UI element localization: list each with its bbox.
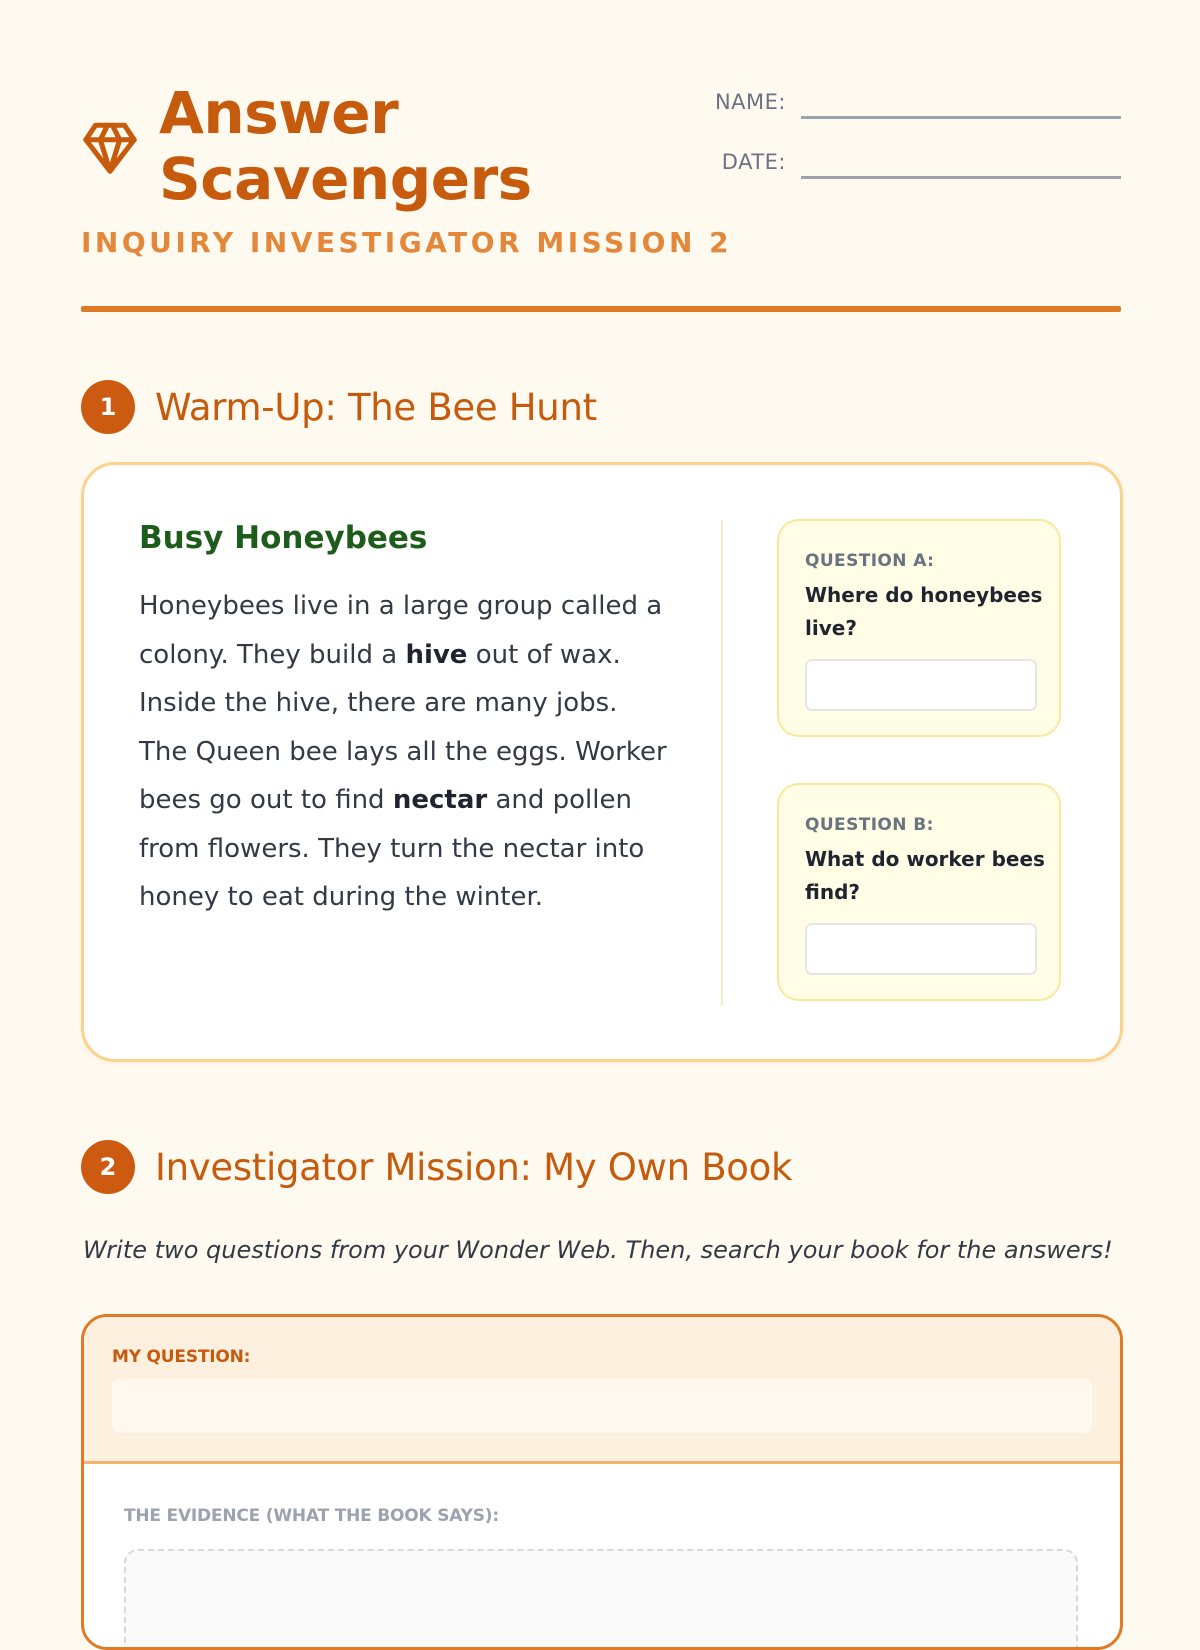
my-question-input[interactable] [112, 1379, 1092, 1433]
my-question-label: MY QUESTION: [112, 1347, 251, 1367]
passage-segment: out of wax. Inside the hive, there are many jobs. The Queen bee lays all the eggs. Worker bees go out to find [139, 639, 667, 815]
question-b-label: QUESTION B: [805, 815, 934, 835]
passage-title: Busy Honeybees [139, 520, 428, 556]
reading-passage [139, 520, 669, 922]
name-row [701, 86, 1121, 146]
header-divider [81, 306, 1121, 312]
student-info [701, 86, 1121, 206]
card-divider [721, 520, 723, 1006]
passage-keyword: hive [405, 639, 468, 670]
question-a-text: Where do honeybees live? [805, 583, 1043, 640]
my-question-header [84, 1317, 1120, 1464]
worksheet-title: Answer Scavengers [159, 79, 532, 213]
question-a-label: QUESTION A: [805, 551, 935, 571]
passage-segment: Honeybees live in a large group called a colony. They build a [139, 591, 663, 670]
gem-icon [81, 118, 139, 176]
name-label: NAME: [714, 90, 786, 114]
question-a-box [777, 519, 1061, 737]
mission-instructions: Write two questions from your Wonder Web. Then, search your book for the answers! [83, 1236, 1113, 1264]
date-line[interactable] [801, 176, 1121, 179]
section-1-heading [81, 380, 597, 434]
question-b-box [777, 783, 1061, 1001]
passage-keyword: nectar [392, 785, 488, 815]
question-b-text: What do worker bees find? [805, 847, 1045, 904]
evidence-label: THE EVIDENCE (WHAT THE BOOK SAYS): [124, 1506, 499, 1526]
question-b-answer-input[interactable] [805, 923, 1037, 975]
date-label: DATE: [721, 150, 786, 174]
section-2-title: Investigator Mission: My Own Book [155, 1145, 793, 1189]
bee-hunt-card [81, 462, 1123, 1062]
question-a-answer-input[interactable] [805, 659, 1037, 711]
section-1-number-badge: 1 [81, 380, 135, 434]
name-line[interactable] [801, 116, 1121, 119]
section-1-title: Warm-Up: The Bee Hunt [155, 385, 597, 429]
passage-segment: and pollen from flowers. They turn the nectar into honey to eat during the winter. [139, 785, 645, 912]
passage-text [139, 582, 669, 922]
section-2-heading [81, 1140, 792, 1194]
worksheet-header [81, 80, 1121, 270]
worksheet-subtitle: INQUIRY INVESTIGATOR MISSION 2 [81, 226, 733, 259]
date-row [701, 146, 1121, 206]
section-2-number-badge: 2 [81, 1140, 135, 1194]
